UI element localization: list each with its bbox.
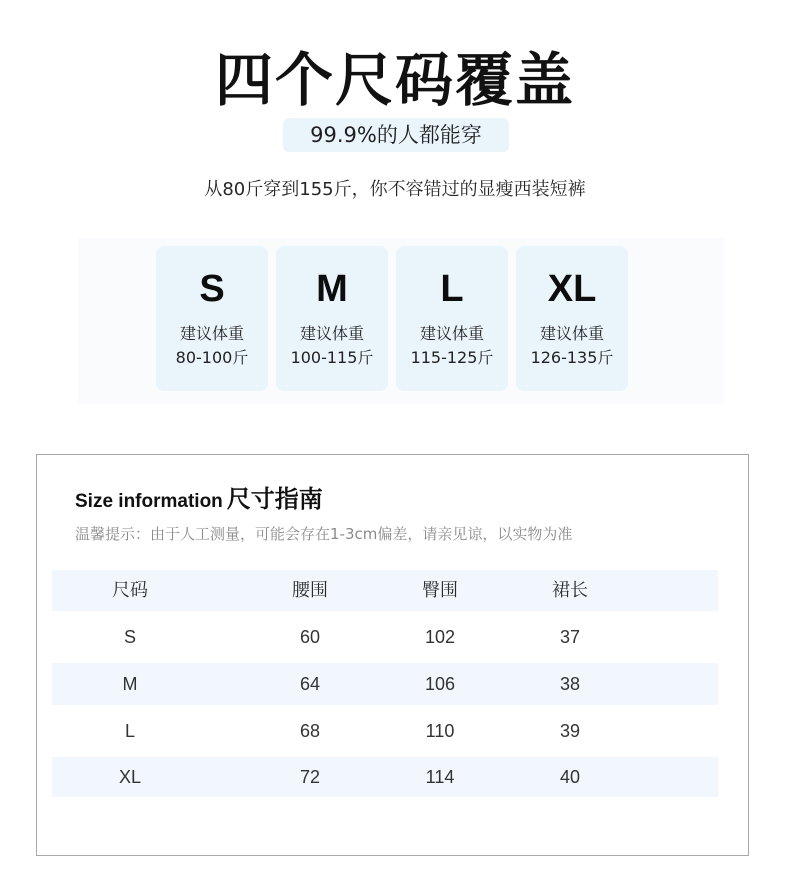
column-header-skirt-length: 裙长 [552, 580, 588, 601]
cell-skirt-length: 39 [559, 721, 581, 741]
size-card-label: M [316, 268, 348, 310]
table-row [52, 757, 718, 797]
size-card-caption: 建议体重 [419, 324, 484, 343]
size-guide-panel [36, 454, 749, 856]
table-row [52, 611, 718, 663]
size-card-label: S [199, 268, 225, 310]
cell-waist: 64 [299, 674, 321, 694]
size-guide-title-en: Size information [75, 491, 223, 512]
cell-skirt-length: 37 [559, 627, 581, 647]
page-subtitle: 从80斤穿到155斤，你不容错过的显瘦西装短裤 [204, 179, 586, 200]
table-header-row [52, 570, 718, 611]
cell-skirt-length: 38 [559, 674, 581, 694]
size-card-label: L [440, 268, 464, 310]
cell-waist: 68 [299, 721, 321, 741]
measurement-note: 温馨提示：由于人工测量，可能会存在1-3cm偏差，请亲见谅，以实物为准 [75, 525, 573, 543]
size-card-caption: 建议体重 [179, 324, 244, 343]
size-card-weight-range: 80-100斤 [175, 348, 249, 367]
cell-hip: 102 [424, 627, 456, 647]
page-title: 四个尺码覆盖 [214, 46, 575, 114]
cell-hip: 114 [425, 767, 455, 787]
size-card-s [156, 246, 268, 391]
size-card-caption: 建议体重 [299, 324, 364, 343]
cell-size: L [124, 721, 135, 741]
cell-size: S [123, 627, 136, 647]
size-table [52, 570, 718, 797]
cell-hip: 106 [424, 674, 456, 694]
cell-size: XL [118, 767, 142, 787]
cell-skirt-length: 40 [559, 767, 581, 787]
cell-waist: 60 [299, 627, 321, 647]
cell-hip: 110 [425, 721, 455, 741]
size-guide-title [75, 479, 323, 514]
size-card-label: XL [547, 268, 597, 310]
coverage-badge: 99.9%的人都能穿 [283, 118, 509, 152]
column-header-hip: 臀围 [422, 580, 458, 601]
cell-size: M [122, 674, 138, 694]
size-card-m [276, 246, 388, 391]
size-card-weight-range: 115-125斤 [410, 348, 494, 367]
size-card-weight-range: 100-115斤 [290, 348, 374, 367]
table-row [52, 705, 718, 757]
column-header-size: 尺码 [112, 580, 148, 601]
size-card-l [396, 246, 508, 391]
size-card-xl [516, 246, 628, 391]
size-card-caption: 建议体重 [539, 324, 604, 343]
column-header-waist: 腰围 [292, 580, 328, 601]
size-card-weight-range: 126-135斤 [530, 348, 614, 367]
size-guide-title-cn: 尺寸指南 [226, 485, 323, 513]
table-row [52, 663, 718, 705]
cell-waist: 72 [299, 767, 321, 787]
